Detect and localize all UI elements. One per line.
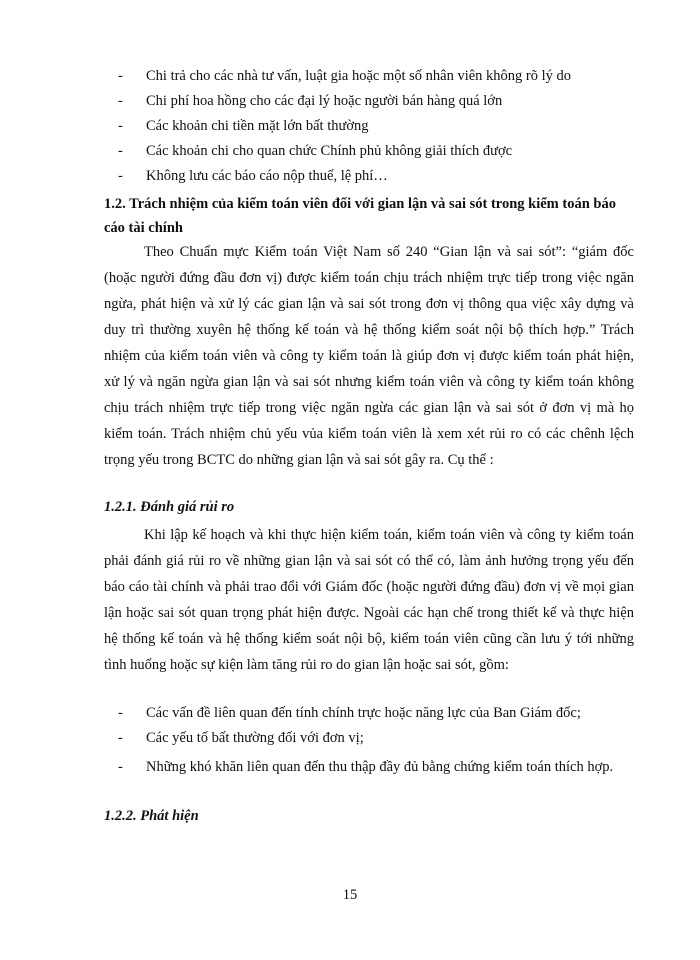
paragraph-1-2-1: Khi lập kế hoạch và khi thực hiện kiểm toán, kiểm toán viên và công ty kiểm toán phải đánh giá rủi ro về những gian lận và sai sót có thể có, làm ảnh hưởng trọng yếu đến báo cáo tài chính và phải trao đổi với Giám đốc (hoặc người đứng đầu) đơn vị về mọi gian lận hoặc sai sót quan trọng phát hiện được. Ngoài các hạn chế trong thiết kế và thực hiện hệ thống kế toán và hệ thống kiểm soát nội bộ, kiểm toán viên cũng cần lưu ý tới những tình huống hoặc sự kiện làm tăng rủi ro do gian lận hoặc sai sót, gồm: [104, 527, 634, 673]
bullet-dash: - [118, 68, 123, 84]
paragraph-1-2: Theo Chuẩn mực Kiểm toán Việt Nam số 240 “Gian lận và sai sót”: “giám đốc (hoặc người đứng đầu đơn vị) được kiểm toán chịu trách nhiệm trực tiếp trong việc ngăn ngừa, phát hiện và xử lý các gian lận và sai sót trong đơn vị thông qua việc xây dựng và duy trì thường xuyên hệ thống kế toán và hệ thống kiểm soát nội bộ thích hợp.” Trách nhiệm của kiểm toán viên và công ty kiểm toán là giúp đơn vị được kiểm toán phát hiện, xử lý và ngăn ngừa gian lận và sai sót nhưng kiểm toán viên và công ty kiểm toán không chịu trách nhiệm trực tiếp trong việc ngăn ngừa các gian lận và sai sót ở đơn vị mà họ kiểm toán. Trách nhiệm chủ yếu vủa kiểm toán viên là xem xét rủi ro có các chênh lệch trọng yếu trong BCTC do những gian lận và sai sót gây ra. Cụ thể : [104, 244, 634, 468]
bullet-dash: - [118, 168, 123, 184]
list-item-text: Các vấn đề liên quan đến tính chính trực hoặc năng lực của Ban Giám đốc; [146, 705, 581, 721]
section-heading-1-2: 1.2. Trách nhiệm của kiểm toán viên đối với gian lận và sai sót trong kiểm toán báo cáo tài chính [104, 196, 616, 236]
section-heading-1-2-1: 1.2.1. Đánh giá rủi ro [104, 499, 235, 515]
bullet-dash: - [118, 118, 123, 134]
page-number: 15 [342, 887, 358, 903]
list-item-text: Các khoản chi cho quan chức Chính phủ không giải thích được [146, 143, 513, 159]
bullet-dash: - [118, 759, 123, 775]
section-heading-1-2-2: 1.2.2. Phát hiện [104, 808, 199, 824]
list-item-text: Chi phí hoa hồng cho các đại lý hoặc người bán hàng quá lớn [146, 93, 503, 109]
list-item-text: Các khoản chi tiền mặt lớn bất thường [146, 118, 369, 134]
bullet-dash: - [118, 705, 123, 721]
list-item-text: Không lưu các báo cáo nộp thuế, lệ phí… [146, 168, 388, 184]
list-item-text: Những khó khăn liên quan đến thu thập đầy đủ bằng chứng kiểm toán thích hợp. [146, 759, 614, 775]
bullet-dash: - [118, 143, 123, 159]
bullet-dash: - [118, 730, 123, 746]
list-item-text: Các yếu tố bất thường đối với đơn vị; [146, 730, 364, 746]
bullet-dash: - [118, 93, 123, 109]
list-item-text: Chi trả cho các nhà tư vấn, luật gia hoặc một số nhân viên không rõ lý do [146, 68, 572, 84]
